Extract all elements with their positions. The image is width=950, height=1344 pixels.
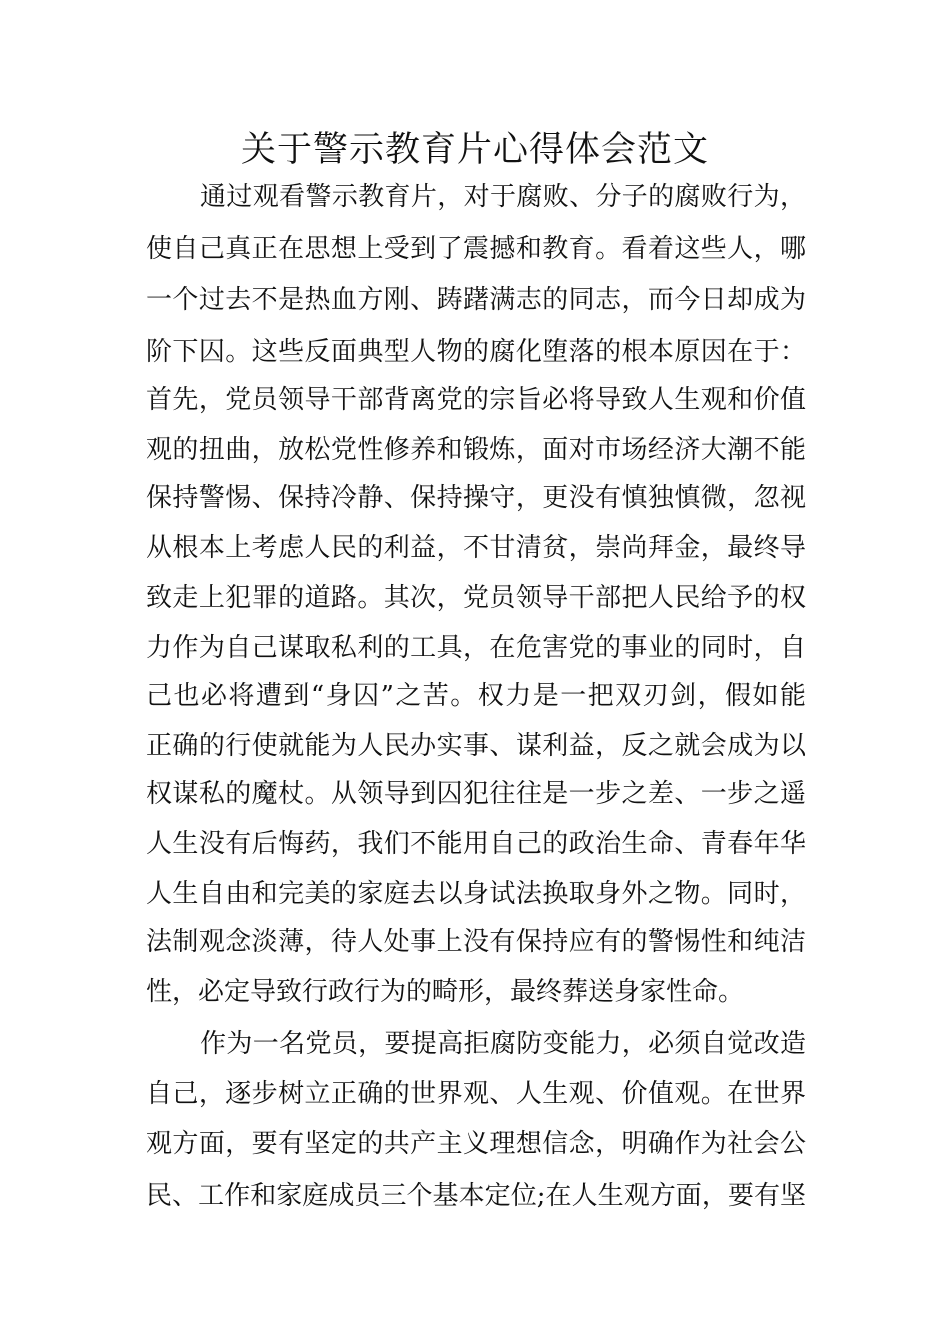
paragraph-1-line-1: 通过观看警示教育片，对于腐败、分子的腐败行为， bbox=[200, 182, 806, 212]
paragraph-1-line-3: 一个过去不是热血方刚、踌躇满志的同志，而今日却成为 bbox=[146, 285, 806, 315]
paragraph-2-line-4: 民、工作和家庭成员三个基本定位;在人生观方面，要有坚 bbox=[146, 1181, 806, 1211]
paragraph-2-line-1: 作为一名党员，要提高拒腐防变能力，必须自觉改造 bbox=[200, 1029, 806, 1059]
paragraph-2-line-3: 观方面，要有坚定的共产主义理想信念，明确作为社会公 bbox=[146, 1129, 806, 1159]
paragraph-1-line-6: 观的扭曲，放松党性修养和锻炼，面对市场经济大潮不能 bbox=[146, 435, 806, 465]
document-title: 关于警示教育片心得体会范文 bbox=[240, 130, 709, 170]
paragraph-1-line-16: 法制观念淡薄，待人处事上没有保持应有的警惕性和纯洁 bbox=[146, 927, 806, 957]
paragraph-1-line-8: 从根本上考虑人民的利益，不甘清贫，崇尚拜金，最终导 bbox=[146, 533, 806, 563]
paragraph-2-line-2: 自己，逐步树立正确的世界观、人生观、价值观。在世界 bbox=[146, 1079, 806, 1109]
paragraph-1-line-17: 性，必定导致行政行为的畸形，最终葬送身家性命。 bbox=[146, 977, 745, 1007]
paragraph-1-line-11: 己也必将遭到“身囚”之苦。权力是一把双刃剑，假如能 bbox=[146, 681, 806, 711]
paragraph-1-line-7: 保持警惕、保持冷静、保持操守，更没有慎独慎微，忽视 bbox=[146, 483, 806, 513]
paragraph-1-line-9: 致走上犯罪的道路。其次，党员领导干部把人民给予的权 bbox=[146, 583, 806, 613]
paragraph-1-line-14: 人生没有后悔药，我们不能用自己的政治生命、青春年华 bbox=[146, 829, 806, 859]
paragraph-1-line-10: 力作为自己谋取私利的工具，在危害党的事业的同时，自 bbox=[146, 633, 806, 663]
paragraph-1-line-12: 正确的行使就能为人民办实事、谋利益，反之就会成为以 bbox=[146, 731, 806, 761]
paragraph-1-line-13: 权谋私的魔杖。从领导到囚犯往往是一步之差、一步之遥 bbox=[146, 779, 806, 809]
paragraph-1-line-2: 使自己真正在思想上受到了震撼和教育。看着这些人，哪 bbox=[146, 234, 806, 264]
paragraph-1-line-4: 阶下囚。这些反面典型人物的腐化堕落的根本原因在于： bbox=[146, 337, 806, 367]
paragraph-1-line-15: 人生自由和完美的家庭去以身试法换取身外之物。同时， bbox=[146, 879, 806, 909]
paragraph-1-line-5: 首先，党员领导干部背离党的宗旨必将导致人生观和价值 bbox=[146, 385, 806, 415]
